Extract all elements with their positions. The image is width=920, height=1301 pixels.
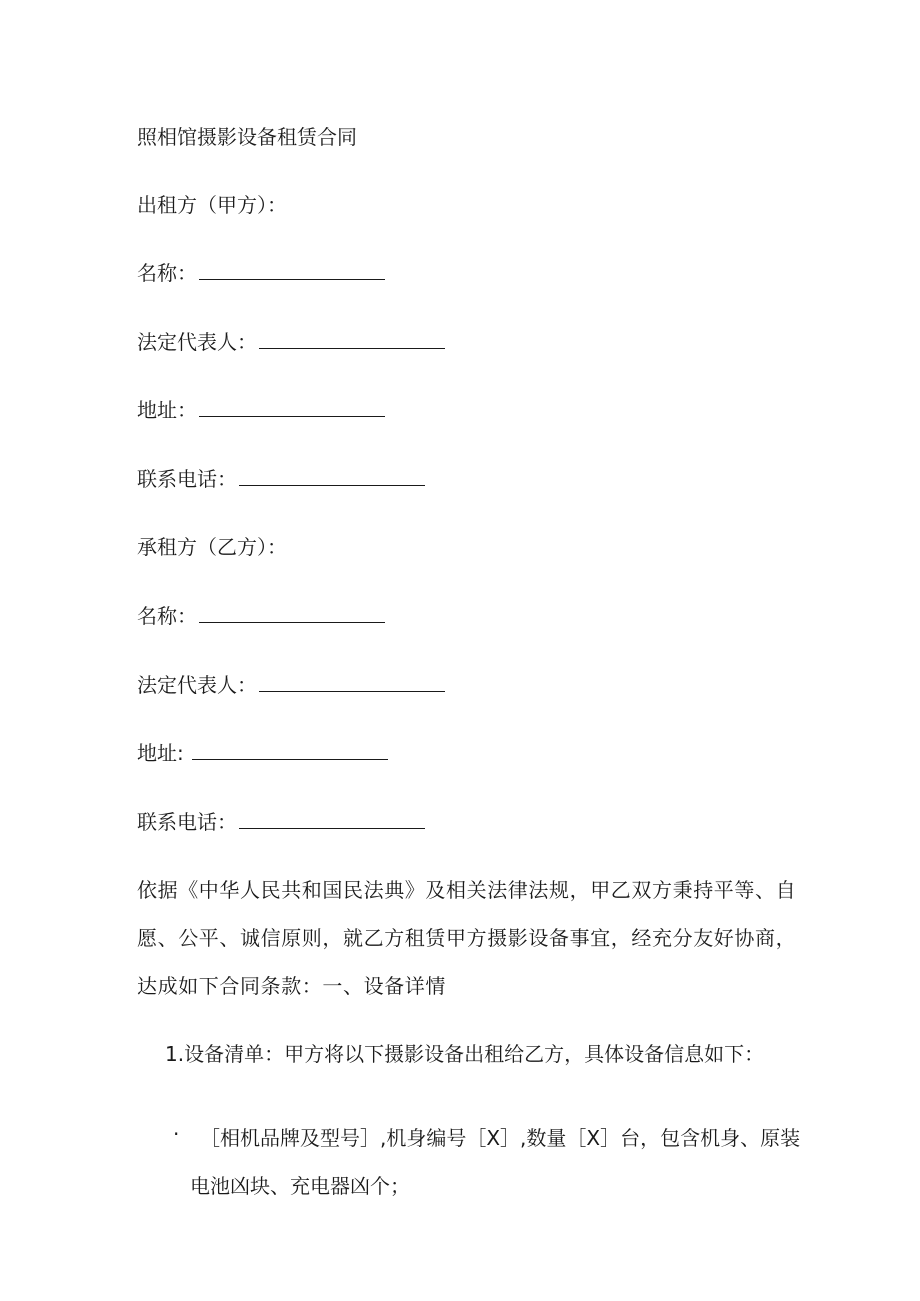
- bullet-line: ［相机品牌及型号］,机身编号［X］,数量［X］台，包含机身、原装: [200, 1126, 801, 1150]
- party-b-address-blank[interactable]: [192, 741, 388, 760]
- preamble-line: 愿、公平、诚信原则，就乙方租赁甲方摄影设备事宜，经充分友好协商，: [137, 926, 797, 950]
- party-a-name-blank[interactable]: [199, 261, 385, 280]
- party-b-rep-blank[interactable]: [259, 673, 445, 692]
- party-b-address-label: 地址:: [137, 741, 184, 765]
- preamble-paragraph: [137, 866, 797, 1010]
- party-a-phone-row: [137, 467, 425, 491]
- party-b-rep-label: 法定代表人：: [137, 673, 257, 697]
- party-a-name-label: 名称：: [137, 261, 197, 285]
- equipment-bullet-item: [190, 1114, 801, 1210]
- party-b-phone-blank[interactable]: [239, 810, 425, 829]
- party-a-address-label: 地址：: [137, 398, 197, 422]
- party-a-rep-label: 法定代表人：: [137, 330, 257, 354]
- party-b-name-row: [137, 604, 385, 628]
- party-a-address-blank[interactable]: [199, 398, 385, 417]
- party-b-rep-row: [137, 673, 445, 697]
- party-b-phone-row: [137, 810, 425, 834]
- party-b-name-label: 名称：: [137, 604, 197, 628]
- party-a-phone-blank[interactable]: [239, 467, 425, 486]
- party-a-phone-label: 联系电话：: [137, 467, 237, 491]
- party-a-rep-row: [137, 330, 445, 354]
- party-b-address-row: [137, 741, 388, 765]
- clause-1-equipment-list: 1.设备清单：甲方将以下摄影设备出租给乙方，具体设备信息如下：: [165, 1042, 765, 1066]
- party-b-heading: 承租方（乙方）：: [137, 535, 287, 559]
- party-a-address-row: [137, 398, 385, 422]
- party-a-rep-blank[interactable]: [259, 330, 445, 349]
- preamble-line: 依据《中华人民共和国民法典》及相关法律法规，甲乙双方秉持平等、自: [137, 878, 797, 902]
- party-a-heading: 出租方（甲方）：: [137, 193, 287, 217]
- bullet-marker: ·: [173, 1122, 180, 1146]
- party-b-name-blank[interactable]: [199, 604, 385, 623]
- bullet-line: 电池凶块、充电器凶个；: [190, 1174, 410, 1198]
- document-title: 照相馆摄影设备租赁合同: [137, 125, 357, 149]
- party-b-phone-label: 联系电话：: [137, 810, 237, 834]
- preamble-line: 达成如下合同条款：一、设备详情: [137, 974, 446, 998]
- party-a-name-row: [137, 261, 385, 285]
